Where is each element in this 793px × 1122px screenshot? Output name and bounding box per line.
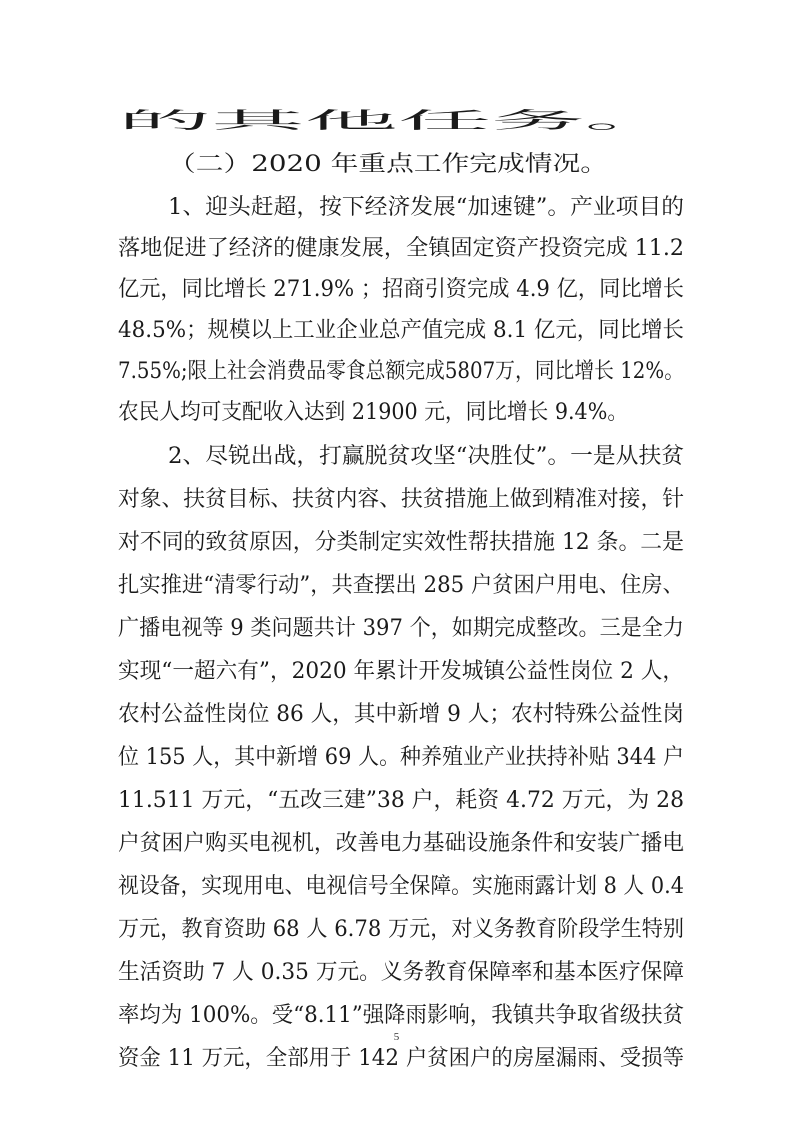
text-line: 率均为 100%。受“8.11”强降雨影响，我镇共争取省级扶贫	[118, 1003, 684, 1028]
text-line: 位 155 人，其中新增 69 人。种养殖业产业扶持补贴 344 户	[118, 745, 684, 770]
text-line: 的其他任务。	[118, 109, 678, 134]
text-line: 户贫困户购买电视机，改善电力基础设施条件和安装广播电	[118, 831, 684, 856]
text-line: 扎实推进“清零行动”，共查摆出 285 户贫困户用电、住房、	[118, 573, 684, 598]
text-line: 农村公益性岗位 86 人，其中新增 9 人；农村特殊公益性岗	[118, 702, 684, 727]
page-number: 5	[393, 1031, 400, 1043]
text-line: （二）2020 年重点工作完成情况。	[168, 152, 608, 177]
text-line: 1、迎头赶超，按下经济发展“加速键”。产业项目的	[168, 195, 684, 220]
text-line: 实现“一超六有”，2020 年累计开发城镇公益性岗位 2 人，	[118, 659, 684, 684]
text-line: 对不同的致贫原因，分类制定实效性帮扶措施 12 条。二是	[118, 530, 684, 555]
text-line: 48.5%；规模以上工业企业总产值完成 8.1 亿元，同比增长	[118, 318, 684, 343]
text-line: 广播电视等 9 类问题共计 397 个，如期完成整改。三是全力	[118, 616, 684, 641]
text-line: 落地促进了经济的健康发展，全镇固定资产投资完成 11.2	[118, 236, 684, 261]
text-line: 11.511 万元，“五改三建”38 户，耗资 4.72 万元，为 28	[118, 788, 684, 813]
text-line: 资金 11 万元，全部用于 142 户贫困户的房屋漏雨、受损等	[118, 1046, 684, 1071]
text-line: 7.55%;限上社会消费品零食总额完成5807万，同比增长 12%。	[118, 359, 684, 384]
text-line: 生活资助 7 人 0.35 万元。义务教育保障率和基本医疗保障	[118, 960, 684, 985]
text-line: 对象、扶贫目标、扶贫内容、扶贫措施上做到精准对接，针	[118, 487, 684, 512]
text-line: 亿元，同比增长 271.9% ；招商引资完成 4.9 亿，同比增长	[118, 277, 684, 302]
text-line: 2、尽锐出战，打赢脱贫攻坚“决胜仗”。一是从扶贫	[168, 444, 684, 469]
text-line: 万元，教育资助 68 人 6.78 万元，对义务教育阶段学生特别	[118, 917, 684, 942]
text-line: 视设备，实现用电、电视信号全保障。实施雨露计划 8 人 0.4	[118, 874, 684, 899]
text-line: 农民人均可支配收入达到 21900 元，同比增长 9.4%。	[118, 400, 628, 425]
